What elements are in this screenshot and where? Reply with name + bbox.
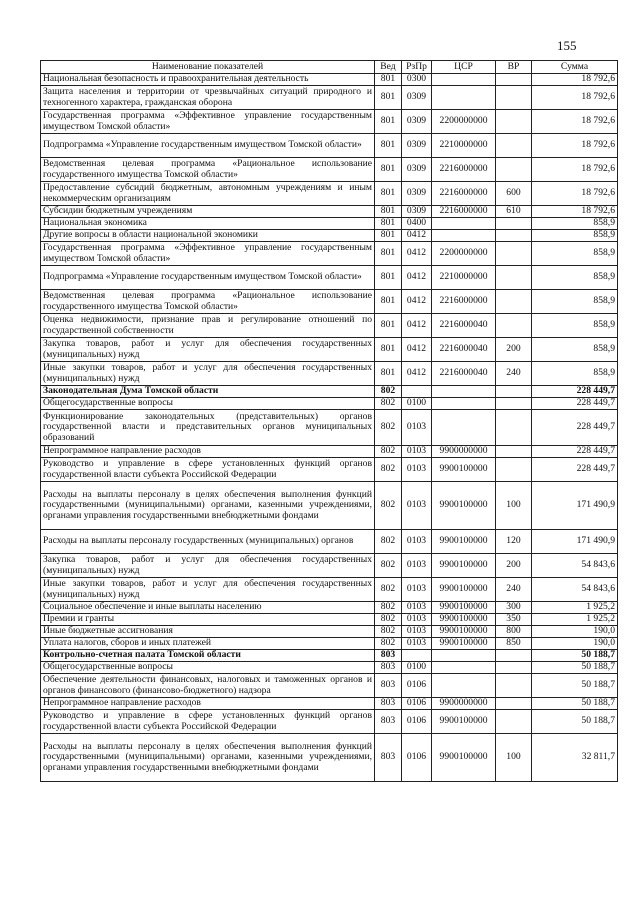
- cell-name: Премии и гранты: [41, 614, 375, 626]
- cell-sum: 858,9: [532, 230, 618, 242]
- table-row: [41, 578, 618, 602]
- cell-name: Государственная программа «Эффективное управление государственным имуществом Томской области»: [41, 242, 375, 266]
- cell-rzpr: 0300: [402, 74, 432, 86]
- cell-sum: 50 188,7: [532, 710, 618, 734]
- cell-csr: 2216000040: [432, 314, 496, 338]
- cell-rzpr: 0103: [402, 638, 432, 650]
- cell-vr: [496, 158, 532, 182]
- cell-name: Обеспечение деятельности финансовых, налоговых и таможенных органов и органов финансового (финансово-бюджетного) надзора: [41, 674, 375, 698]
- cell-rzpr: 0309: [402, 134, 432, 158]
- cell-rzpr: 0103: [402, 410, 432, 446]
- table-row: [41, 266, 618, 290]
- cell-name: Социальное обеспечение и иные выплаты населению: [41, 602, 375, 614]
- cell-name: Законодательная Дума Томской области: [41, 386, 375, 398]
- cell-name: Расходы на выплаты персоналу государственных (муниципальных) органов: [41, 530, 375, 554]
- cell-ved: 802: [375, 614, 402, 626]
- cell-rzpr: 0103: [402, 446, 432, 458]
- cell-sum: 858,9: [532, 266, 618, 290]
- cell-sum: 858,9: [532, 338, 618, 362]
- cell-sum: 50 188,7: [532, 662, 618, 674]
- cell-csr: [432, 218, 496, 230]
- cell-name: Общегосударственные вопросы: [41, 662, 375, 674]
- table-row: [41, 626, 618, 638]
- cell-vr: 200: [496, 338, 532, 362]
- header-vr: ВР: [496, 61, 532, 74]
- cell-vr: [496, 86, 532, 110]
- cell-ved: 801: [375, 242, 402, 266]
- cell-vr: 200: [496, 554, 532, 578]
- cell-ved: 801: [375, 218, 402, 230]
- cell-name: Закупка товаров, работ и услуг для обеспечения государственных (муниципальных) нужд: [41, 554, 375, 578]
- table-row: [41, 710, 618, 734]
- cell-csr: 2200000000: [432, 110, 496, 134]
- cell-rzpr: 0412: [402, 290, 432, 314]
- cell-sum: 18 792,6: [532, 206, 618, 218]
- cell-rzpr: 0106: [402, 710, 432, 734]
- cell-vr: 800: [496, 626, 532, 638]
- cell-name: Закупка товаров, работ и услуг для обеспечения государственных (муниципальных) нужд: [41, 338, 375, 362]
- cell-ved: 802: [375, 626, 402, 638]
- cell-sum: 18 792,6: [532, 86, 618, 110]
- header-sum: Сумма: [532, 61, 618, 74]
- cell-csr: 2210000000: [432, 134, 496, 158]
- cell-csr: [432, 398, 496, 410]
- cell-vr: 350: [496, 614, 532, 626]
- cell-sum: 54 843,6: [532, 578, 618, 602]
- table-row: [41, 614, 618, 626]
- cell-name: Руководство и управление в сфере установленных функций органов государственной власти субъекта Российской Федерации: [41, 710, 375, 734]
- cell-sum: 32 811,7: [532, 734, 618, 782]
- table-row: [41, 662, 618, 674]
- cell-csr: [432, 230, 496, 242]
- cell-vr: 600: [496, 182, 532, 206]
- cell-vr: [496, 698, 532, 710]
- table-row: [41, 206, 618, 218]
- cell-rzpr: [402, 386, 432, 398]
- cell-rzpr: 0103: [402, 482, 432, 530]
- table-row: [41, 74, 618, 86]
- cell-rzpr: 0103: [402, 578, 432, 602]
- cell-ved: 803: [375, 674, 402, 698]
- cell-sum: 858,9: [532, 290, 618, 314]
- cell-name: Ведомственная целевая программа «Рациональное использование государственного имущества Томской области»: [41, 158, 375, 182]
- cell-csr: 2210000000: [432, 266, 496, 290]
- cell-name: Общегосударственные вопросы: [41, 398, 375, 410]
- cell-name: Иные закупки товаров, работ и услуг для обеспечения государственных (муниципальных) нужд: [41, 362, 375, 386]
- cell-sum: 228 449,7: [532, 398, 618, 410]
- cell-rzpr: 0412: [402, 338, 432, 362]
- cell-sum: 18 792,6: [532, 158, 618, 182]
- cell-sum: 18 792,6: [532, 110, 618, 134]
- cell-vr: [496, 134, 532, 158]
- table-row: [41, 638, 618, 650]
- cell-vr: 610: [496, 206, 532, 218]
- cell-vr: [496, 674, 532, 698]
- cell-rzpr: 0100: [402, 662, 432, 674]
- cell-sum: 18 792,6: [532, 74, 618, 86]
- cell-ved: 803: [375, 662, 402, 674]
- cell-rzpr: 0103: [402, 554, 432, 578]
- cell-name: Непрограммное направление расходов: [41, 446, 375, 458]
- cell-name: Подпрограмма «Управление государственным имуществом Томской области»: [41, 266, 375, 290]
- cell-ved: 802: [375, 458, 402, 482]
- cell-vr: [496, 458, 532, 482]
- table-row: [41, 674, 618, 698]
- cell-ved: 801: [375, 314, 402, 338]
- cell-name: Иные бюджетные ассигнования: [41, 626, 375, 638]
- cell-name: Субсидии бюджетным учреждениям: [41, 206, 375, 218]
- cell-ved: 803: [375, 710, 402, 734]
- table-row: [41, 554, 618, 578]
- cell-ved: 801: [375, 182, 402, 206]
- table-row: [41, 410, 618, 446]
- cell-vr: [496, 650, 532, 662]
- cell-name: Руководство и управление в сфере установленных функций органов государственной власти субъекта Российской Федерации: [41, 458, 375, 482]
- cell-rzpr: 0412: [402, 266, 432, 290]
- table-row: [41, 218, 618, 230]
- cell-csr: 9900100000: [432, 602, 496, 614]
- budget-table: [40, 60, 618, 782]
- cell-csr: 2216000040: [432, 362, 496, 386]
- cell-sum: 858,9: [532, 218, 618, 230]
- cell-name: Уплата налогов, сборов и иных платежей: [41, 638, 375, 650]
- cell-vr: [496, 290, 532, 314]
- cell-rzpr: 0412: [402, 314, 432, 338]
- cell-name: Другие вопросы в области национальной экономики: [41, 230, 375, 242]
- cell-csr: [432, 674, 496, 698]
- cell-rzpr: 0412: [402, 242, 432, 266]
- cell-rzpr: 0103: [402, 602, 432, 614]
- cell-rzpr: 0309: [402, 158, 432, 182]
- cell-sum: 50 188,7: [532, 698, 618, 710]
- table-row: [41, 650, 618, 662]
- page-number: 155: [557, 38, 577, 53]
- cell-vr: [496, 410, 532, 446]
- cell-vr: 300: [496, 602, 532, 614]
- header-rzpr: РзПр: [402, 61, 432, 74]
- table-row: [41, 446, 618, 458]
- cell-ved: 802: [375, 578, 402, 602]
- cell-vr: 100: [496, 734, 532, 782]
- cell-csr: 9900100000: [432, 734, 496, 782]
- table-row: [41, 602, 618, 614]
- cell-csr: 9900100000: [432, 626, 496, 638]
- cell-vr: 240: [496, 578, 532, 602]
- cell-ved: 801: [375, 230, 402, 242]
- cell-sum: 1 925,2: [532, 614, 618, 626]
- cell-name: Национальная безопасность и правоохранительная деятельность: [41, 74, 375, 86]
- table-header-row: [41, 61, 618, 74]
- cell-name: Непрограммное направление расходов: [41, 698, 375, 710]
- cell-ved: 801: [375, 362, 402, 386]
- cell-csr: 2200000000: [432, 242, 496, 266]
- cell-sum: 171 490,9: [532, 482, 618, 530]
- cell-vr: [496, 218, 532, 230]
- table-row: [41, 242, 618, 266]
- cell-vr: [496, 266, 532, 290]
- cell-rzpr: 0103: [402, 458, 432, 482]
- cell-name: Расходы на выплаты персоналу в целях обеспечения выполнения функций государственными (муниципальными) органами, казенными учреждениями, органами управления государственными внебюджетными фондами: [41, 482, 375, 530]
- table-row: [41, 362, 618, 386]
- cell-ved: 801: [375, 290, 402, 314]
- cell-csr: [432, 86, 496, 110]
- cell-ved: 802: [375, 602, 402, 614]
- cell-rzpr: 0412: [402, 362, 432, 386]
- table-row: [41, 86, 618, 110]
- cell-ved: 801: [375, 338, 402, 362]
- cell-csr: 9900100000: [432, 458, 496, 482]
- cell-ved: 801: [375, 134, 402, 158]
- cell-name: Национальная экономика: [41, 218, 375, 230]
- cell-csr: 9900100000: [432, 530, 496, 554]
- cell-csr: 9900100000: [432, 710, 496, 734]
- cell-rzpr: 0309: [402, 206, 432, 218]
- cell-ved: 802: [375, 398, 402, 410]
- cell-vr: [496, 386, 532, 398]
- cell-ved: 802: [375, 554, 402, 578]
- cell-ved: 801: [375, 158, 402, 182]
- table-row: [41, 158, 618, 182]
- cell-csr: 9900000000: [432, 446, 496, 458]
- table-row: [41, 134, 618, 158]
- cell-csr: [432, 410, 496, 446]
- cell-sum: 190,0: [532, 626, 618, 638]
- cell-csr: [432, 662, 496, 674]
- cell-ved: 802: [375, 410, 402, 446]
- cell-name: Контрольно-счетная палата Томской области: [41, 650, 375, 662]
- cell-sum: 228 449,7: [532, 446, 618, 458]
- table-row: [41, 110, 618, 134]
- cell-rzpr: 0106: [402, 698, 432, 710]
- cell-sum: 858,9: [532, 362, 618, 386]
- cell-vr: [496, 662, 532, 674]
- cell-sum: 858,9: [532, 314, 618, 338]
- table-row: [41, 398, 618, 410]
- table-row: [41, 230, 618, 242]
- cell-sum: 1 925,2: [532, 602, 618, 614]
- cell-vr: 100: [496, 482, 532, 530]
- table-row: [41, 182, 618, 206]
- table-row: [41, 290, 618, 314]
- cell-csr: 2216000000: [432, 158, 496, 182]
- cell-vr: [496, 398, 532, 410]
- cell-csr: [432, 74, 496, 86]
- cell-rzpr: 0400: [402, 218, 432, 230]
- table-row: [41, 458, 618, 482]
- cell-ved: 802: [375, 638, 402, 650]
- header-csr: ЦСР: [432, 61, 496, 74]
- cell-sum: 54 843,6: [532, 554, 618, 578]
- cell-csr: 2216000000: [432, 290, 496, 314]
- cell-sum: 18 792,6: [532, 182, 618, 206]
- cell-rzpr: 0309: [402, 86, 432, 110]
- cell-ved: 801: [375, 110, 402, 134]
- cell-csr: 9900100000: [432, 614, 496, 626]
- cell-ved: 802: [375, 386, 402, 398]
- table-row: [41, 482, 618, 530]
- table-row: [41, 530, 618, 554]
- cell-name: Подпрограмма «Управление государственным имуществом Томской области»: [41, 134, 375, 158]
- cell-sum: 228 449,7: [532, 410, 618, 446]
- cell-ved: 803: [375, 698, 402, 710]
- cell-sum: 228 449,7: [532, 458, 618, 482]
- cell-csr: [432, 386, 496, 398]
- cell-sum: 50 188,7: [532, 674, 618, 698]
- table-row: [41, 314, 618, 338]
- cell-vr: [496, 74, 532, 86]
- cell-name: Предоставление субсидий бюджетным, автономным учреждениям и иным некоммерческим организациям: [41, 182, 375, 206]
- cell-csr: 9900100000: [432, 578, 496, 602]
- header-ved: Вед: [375, 61, 402, 74]
- cell-vr: 120: [496, 530, 532, 554]
- cell-rzpr: 0106: [402, 674, 432, 698]
- cell-csr: 2216000040: [432, 338, 496, 362]
- cell-sum: 858,9: [532, 242, 618, 266]
- cell-ved: 801: [375, 74, 402, 86]
- cell-csr: 2216000000: [432, 182, 496, 206]
- cell-rzpr: 0412: [402, 230, 432, 242]
- cell-ved: 803: [375, 650, 402, 662]
- cell-rzpr: 0309: [402, 182, 432, 206]
- cell-sum: 171 490,9: [532, 530, 618, 554]
- cell-csr: [432, 650, 496, 662]
- cell-csr: 9900100000: [432, 554, 496, 578]
- table-row: [41, 386, 618, 398]
- cell-ved: 802: [375, 482, 402, 530]
- cell-name: Государственная программа «Эффективное управление государственным имуществом Томской области»: [41, 110, 375, 134]
- cell-rzpr: 0309: [402, 110, 432, 134]
- cell-rzpr: 0103: [402, 626, 432, 638]
- table-row: [41, 734, 618, 782]
- cell-name: Ведомственная целевая программа «Рациональное использование государственного имущества Томской области»: [41, 290, 375, 314]
- cell-vr: [496, 242, 532, 266]
- cell-sum: 190,0: [532, 638, 618, 650]
- cell-vr: 240: [496, 362, 532, 386]
- cell-csr: 2216000000: [432, 206, 496, 218]
- cell-name: Иные закупки товаров, работ и услуг для обеспечения государственных (муниципальных) нужд: [41, 578, 375, 602]
- cell-rzpr: 0100: [402, 398, 432, 410]
- cell-ved: 801: [375, 206, 402, 218]
- cell-ved: 802: [375, 530, 402, 554]
- cell-ved: 802: [375, 446, 402, 458]
- header-name: Наименование показателей: [41, 61, 375, 74]
- cell-sum: 18 792,6: [532, 134, 618, 158]
- cell-csr: 9900100000: [432, 482, 496, 530]
- cell-csr: 9900000000: [432, 698, 496, 710]
- table-row: [41, 698, 618, 710]
- cell-vr: [496, 230, 532, 242]
- cell-name: Расходы на выплаты персоналу в целях обеспечения выполнения функций государственными (муниципальными) органами, казенными учреждениями, органами управления государственными внебюджетными фондами: [41, 734, 375, 782]
- cell-rzpr: 0103: [402, 614, 432, 626]
- cell-rzpr: [402, 650, 432, 662]
- cell-vr: [496, 110, 532, 134]
- cell-vr: [496, 446, 532, 458]
- cell-rzpr: 0106: [402, 734, 432, 782]
- cell-vr: 850: [496, 638, 532, 650]
- cell-sum: 228 449,7: [532, 386, 618, 398]
- cell-name: Оценка недвижимости, признание прав и регулирование отношений по государственной собственности: [41, 314, 375, 338]
- cell-rzpr: 0103: [402, 530, 432, 554]
- table-row: [41, 338, 618, 362]
- cell-sum: 50 188,7: [532, 650, 618, 662]
- cell-csr: 9900100000: [432, 638, 496, 650]
- cell-ved: 803: [375, 734, 402, 782]
- cell-vr: [496, 314, 532, 338]
- cell-name: Защита населения и территории от чрезвычайных ситуаций природного и техногенного характера, гражданская оборона: [41, 86, 375, 110]
- cell-ved: 801: [375, 266, 402, 290]
- cell-ved: 801: [375, 86, 402, 110]
- cell-vr: [496, 710, 532, 734]
- cell-name: Функционирование законодательных (представительных) органов государственной власти и представительных органов муниципальных образований: [41, 410, 375, 446]
